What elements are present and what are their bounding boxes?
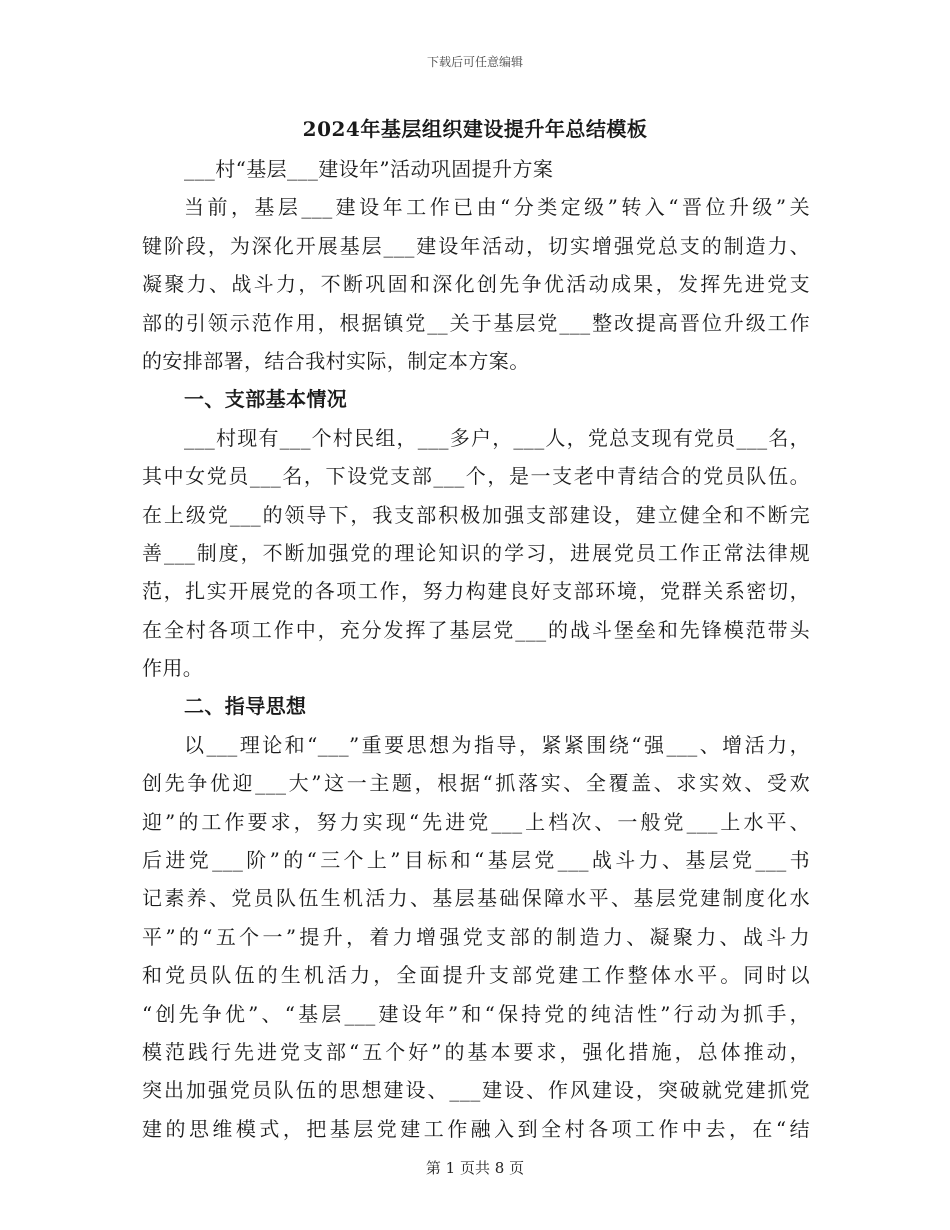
- text-line: 平”的“五个一”提升，着力增强党支部的制造力、凝聚力、战斗力: [142, 924, 810, 949]
- text-line: 部的引领示范作用，根据镇党__关于基层党___整改提高晋位升级工作: [142, 310, 810, 335]
- text-line: 在上级党___的领导下，我支部积极加强支部建设，建立健全和不断完: [142, 502, 810, 527]
- text-line: 后进党___阶”的“三个上”目标和“基层党___战斗力、基层党___书: [142, 848, 810, 873]
- header-note: 下载后可任意编辑: [426, 55, 523, 69]
- text-line: 记素养、党员队伍生机活力、基层基础保障水平、基层党建制度化水: [142, 886, 810, 911]
- text-line: 的安排部署，结合我村实际，制定本方案。: [142, 348, 530, 373]
- section-heading: 一、支部基本情况: [184, 387, 348, 412]
- document-title: 2024年基层组织建设提升年总结模板: [302, 117, 648, 141]
- text-line: 建的思维模式，把基层党建工作融入到全村各项工作中去，在“结: [142, 1116, 810, 1141]
- page-footer: 第 1 页共 8 页: [425, 1159, 525, 1177]
- text-line: “创先争优”、“基层___建设年”和“保持党的纯洁性”行动为抓手，: [142, 1001, 810, 1026]
- text-line: 键阶段，为深化开展基层___建设年活动，切实增强党总支的制造力、: [142, 233, 810, 258]
- text-line: 突出加强党员队伍的思想建设、___建设、作风建设，突破就党建抓党: [142, 1078, 810, 1103]
- section-heading: 二、指导思想: [184, 694, 307, 719]
- text-line: 以___理论和“___”重要思想为指导，紧紧围绕“强___、增活力，: [184, 732, 810, 757]
- text-line: 迎”的工作要求，努力实现“先进党___上档次、一般党___上水平、: [142, 809, 810, 834]
- text-line: ___村现有___个村民组，___多户，___人，党总支现有党员___名，: [184, 425, 810, 450]
- text-line: 范，扎实开展党的各项工作，努力构建良好支部环境，党群关系密切，: [142, 579, 810, 604]
- text-line: ___村“基层___建设年”活动巩固提升方案: [184, 157, 554, 181]
- text-line: 当前，基层___建设年工作已由“分类定级”转入“晋位升级”关: [184, 195, 810, 220]
- document-body: [142, 150, 810, 1148]
- text-line: 其中女党员___名，下设党支部___个，是一支老中青结合的党员队伍。: [142, 464, 810, 489]
- text-line: 善___制度，不断加强党的理论知识的学习，进展党员工作正常法律规: [142, 540, 810, 565]
- text-line: 在全村各项工作中，充分发挥了基层党___的战斗堡垒和先锋模范带头: [142, 617, 810, 642]
- text-line: 模范践行先进党支部“五个好”的基本要求，强化措施，总体推动，: [142, 1039, 810, 1064]
- text-line: 凝聚力、战斗力，不断巩固和深化创先争优活动成果，发挥先进党支: [142, 272, 810, 297]
- text-line: 创先争优迎___大”这一主题，根据“抓落实、全覆盖、求实效、受欢: [142, 771, 810, 796]
- text-line: 和党员队伍的生机活力，全面提升支部党建工作整体水平。同时以: [142, 963, 810, 988]
- text-line: 作用。: [142, 656, 204, 681]
